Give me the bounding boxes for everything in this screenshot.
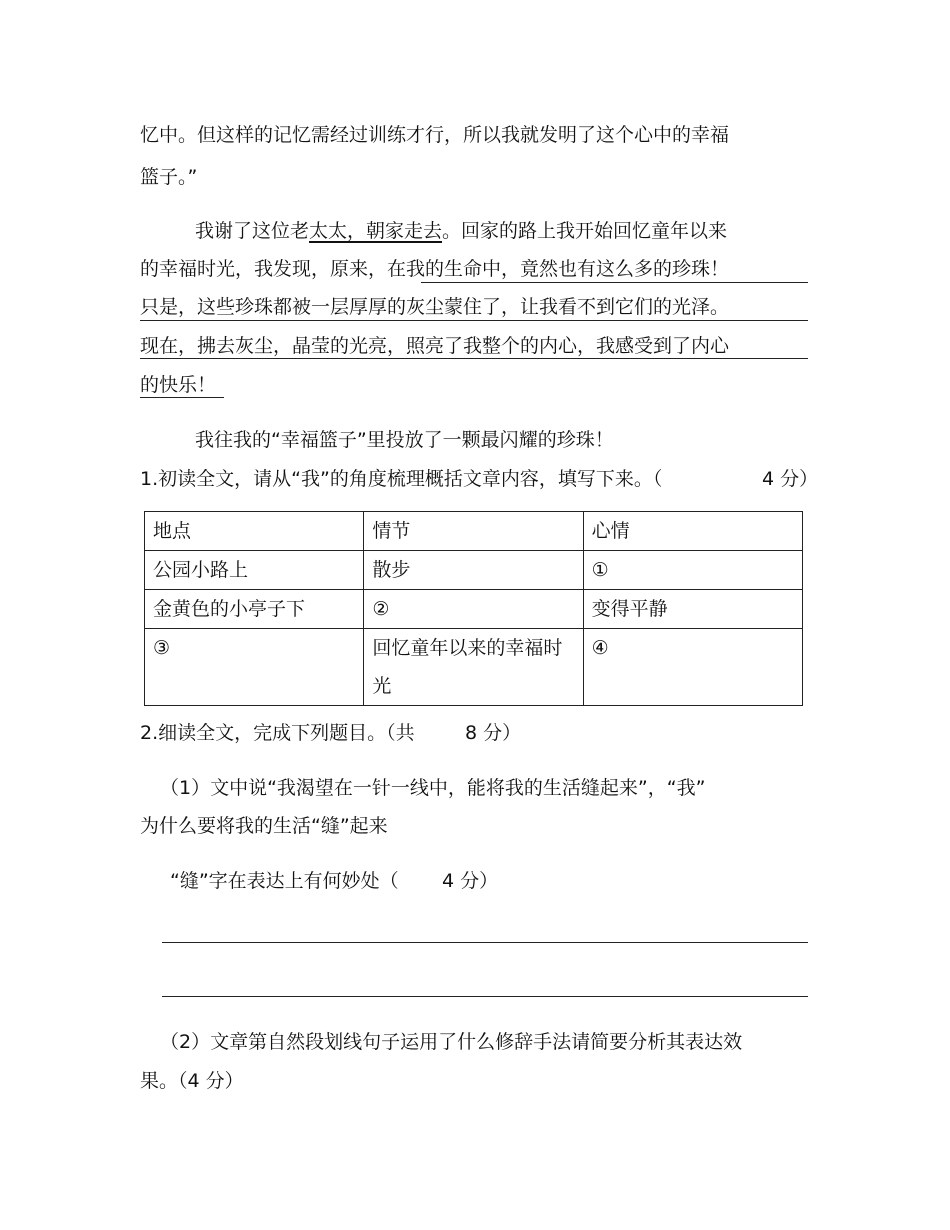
- subquestion-1-line: （1）文中说“我渴望在一针一线中，能将我的生活缝起来”，“我”: [160, 777, 706, 799]
- table-header-cell: 地点: [145, 512, 364, 551]
- underlined-text: 太太，朝家走去: [309, 220, 443, 242]
- table-header-row: [145, 512, 803, 551]
- passage-paragraph-line: [195, 222, 727, 241]
- table-row: [145, 551, 803, 590]
- subquestion-2-line: 果。（4 分）: [140, 1070, 244, 1092]
- table-header-cell: 心情: [583, 512, 802, 551]
- passage-text: 我谢了这位老: [195, 220, 310, 242]
- subquestion-1-line: “缝”字在表达上有何妙处（: [170, 870, 399, 892]
- question-2-score: 8 分）: [465, 722, 522, 744]
- underline-rule: [140, 320, 808, 321]
- underline-rule: [421, 282, 808, 283]
- passage-paragraph-line: [140, 260, 729, 279]
- table-cell: 散步: [364, 551, 583, 590]
- underline-rule: [140, 397, 224, 398]
- answer-line[interactable]: [162, 996, 808, 997]
- subquestion-1-line: 为什么要将我的生活“缝”起来: [140, 815, 388, 837]
- underlined-sentence-line: 的快乐！: [140, 374, 217, 396]
- table-cell: 变得平静: [583, 590, 802, 629]
- table-cell: 回忆童年以来的幸福时光: [364, 629, 583, 706]
- subquestion-1-score: 4 分）: [442, 870, 499, 892]
- underlined-sentence-line: 现在，拂去灰尘，晶莹的光亮，照亮了我整个的内心，我感受到了内心: [140, 335, 730, 357]
- passage-line: 忆中。但这样的记忆需经过训练才行，所以我就发明了这个心中的幸福: [140, 124, 730, 146]
- passage-line: 篮子。”: [140, 166, 198, 188]
- question-2-prompt: 2.细读全文，完成下列题目。（共: [140, 722, 415, 744]
- table-header-cell: 情节: [364, 512, 583, 551]
- underline-rule: [140, 358, 808, 359]
- answer-table: [144, 511, 803, 706]
- question-1-prompt: 1.初读全文，请从“我”的角度梳理概括文章内容，填写下来。（: [140, 468, 663, 490]
- table-cell: ④: [583, 629, 802, 706]
- table-cell: ②: [364, 590, 583, 629]
- table-row: [145, 590, 803, 629]
- underlined-sentence-line: 只是，这些珍珠都被一层厚厚的灰尘蒙住了，让我看不到它们的光泽。: [140, 296, 730, 318]
- table-cell: 公园小路上: [145, 551, 364, 590]
- passage-line: 我往我的“幸福篮子”里投放了一颗最闪耀的珍珠！: [195, 429, 614, 451]
- table-cell: 金黄色的小亭子下: [145, 590, 364, 629]
- passage-text: 。回家的路上我开始回忆童年以来: [442, 220, 728, 242]
- question-1-score: 4 分）: [762, 468, 819, 490]
- passage-text: 的幸福时光，我发现，原来，在: [140, 258, 407, 280]
- table-cell: ①: [583, 551, 802, 590]
- table-row: [145, 629, 803, 706]
- subquestion-2-line: （2）文章第自然段划线句子运用了什么修辞手法请简要分析其表达效: [160, 1031, 743, 1053]
- underlined-text: 我的生命中，竟然也有这么多的珍珠！: [406, 258, 730, 280]
- answer-line[interactable]: [162, 942, 808, 943]
- table-cell: ③: [145, 629, 364, 706]
